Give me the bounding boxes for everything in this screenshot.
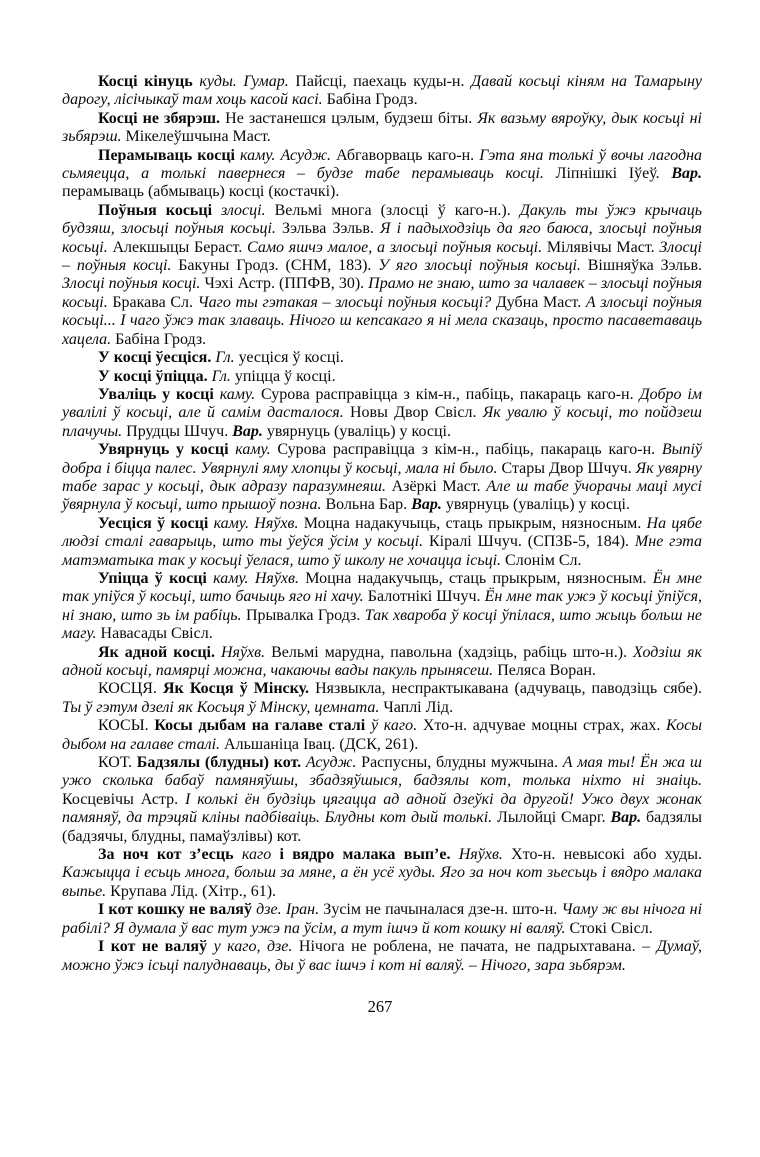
text-run-italic: На цябе людзі сталі гаварыць, што ты ўеўся ўсім у косьці. xyxy=(62,514,702,551)
text-run: Дубна Маст. xyxy=(491,293,586,311)
dictionary-entry xyxy=(62,644,702,681)
text-run-italic: Косы дыбом на галаве сталі. xyxy=(62,717,702,753)
text-run: Хто-н. невысокі або худы. xyxy=(502,846,703,864)
text-run-italic: Чаго ты гэтакая – злосьці поўныя косьці? xyxy=(197,293,492,311)
entry-headword: Увярнуць у косці xyxy=(98,441,229,459)
text-run: Стокі Свісл. xyxy=(565,919,653,937)
text-run-italic: Дакуль ты ўжэ крычаць будзяш, злосьці поўныя косьці. xyxy=(62,201,702,238)
dictionary-entry xyxy=(62,717,702,754)
text-run: Вішняўка Зэльв. xyxy=(580,257,703,275)
dictionary-entry xyxy=(62,147,702,202)
text-run: Пеляса Воран. xyxy=(493,662,596,679)
text-run-italic: Добро ім увалілі ў косьці, але й самім дасталося. xyxy=(62,385,703,422)
entry-headword: Як адной косці. xyxy=(98,643,215,661)
text-run-italic: Няўхв. xyxy=(450,846,503,864)
text-run-italic: куды. Гумар. xyxy=(192,73,289,90)
text-run: Хто-н. адчувае моцны страх, жах. xyxy=(417,717,667,735)
text-run: Распусны, блудны мужчына. xyxy=(356,754,563,772)
text-run-italic: Так хвароба ў косці ўпілася, што жыць больш не магу. xyxy=(62,606,702,643)
text-run: Азёркі Маст. xyxy=(386,477,487,495)
text-run-italic: Чаму ж вы нічога ні рабілі? Я думала ў вас тут ужэ па ўсім, а тут ішчэ й кот кошку ні валяў. xyxy=(62,901,703,937)
text-run-italic: ў каго. xyxy=(365,717,418,735)
page-number: 267 xyxy=(367,997,393,1016)
entry-headword: Косы дыбам на галаве сталі xyxy=(154,717,366,735)
text-run: Бракава Сл. xyxy=(107,293,198,311)
text-run: бадзялы (бадзячы, блудны, памаўзлівы) кот. xyxy=(62,809,703,845)
text-run-italic: Гл. xyxy=(207,367,231,385)
dictionary-entry xyxy=(62,441,702,515)
text-run-italic: Прамо не знаю, што за чалавек – злосьці поўныя косьці. xyxy=(62,275,703,311)
dictionary-entry xyxy=(62,349,702,367)
text-run-italic: Асудж. xyxy=(301,754,357,772)
variant-label: Вар. xyxy=(411,496,442,514)
text-run-italic: Ты ў гэтум дзелі як Косьця ў Мінску, цемната. xyxy=(62,698,380,716)
text-run: Мілявічы Маст. xyxy=(542,238,660,256)
text-run: Нязвыкла, неспрактыкавана (адчуваць, паводзіць сябе). xyxy=(309,680,703,698)
dictionary-entry xyxy=(62,368,702,386)
text-run-italic: Само яшчэ малое, а злосьці поўныя косьці. xyxy=(247,238,543,256)
text-run: Кіралі Шчуч. (СПЗБ-5, 184). xyxy=(423,533,635,551)
text-run-italic: каму. Няўхв. xyxy=(206,569,299,587)
variant-label: Вар. xyxy=(671,165,703,183)
entry-headword: Поўныя косьці xyxy=(98,201,213,219)
text-run-italic: Як увярну табе зарас у косьці, дык адразу паразумнеяш. xyxy=(62,459,703,495)
text-run: упіцца ў косці. xyxy=(230,367,336,385)
text-run-italic: Ён мне так ужэ ў косьці ўпіўся, ні знаю, што зь ім рабіць. xyxy=(62,588,702,624)
entry-headword: Як Косця ў Мінску. xyxy=(163,680,310,698)
text-run: Вельмі многа (злосці ў каго-н.). xyxy=(265,201,520,219)
entry-headword: Уесціся ў косці xyxy=(98,514,209,532)
text-run: Стары Двор Шчуч. xyxy=(497,459,636,477)
text-run: Ліпнішкі Іўеў. xyxy=(543,165,672,183)
text-run-italic: каму. xyxy=(228,441,271,459)
text-run: КОТ. xyxy=(98,754,137,772)
text-run: Нічога не роблена, не пачата, не падрыхтавана. – xyxy=(292,938,657,956)
text-run-italic: Кажыцца і есьць многа, больш за мяне, а ён усё худы. Яго за ноч кот зьесьць і вядро малака выпье. xyxy=(62,864,702,900)
text-run-italic: каго xyxy=(233,846,272,864)
text-run-italic: Я і падыходзіць да яго баюса, злосьці поўныя косьці. xyxy=(62,220,702,256)
text-run: Не застанешся цэлым, будзеш біты. xyxy=(220,109,478,127)
text-run: Балотнікі Шчуч. xyxy=(363,588,485,606)
text-run: Бабіна Гродз. xyxy=(111,330,207,348)
text-run-italic: І колькі ён будзіць цягацца ад адной дзеўкі да другой! Ужо двух жонак памяняў, да трэцяй кліны падбіваіць. Блудны кот дый толькі. xyxy=(62,790,702,827)
text-run-italic: каму. Асудж. xyxy=(234,146,332,164)
text-run-italic: дзе. Іран. xyxy=(251,901,320,919)
text-run: Чэхі Астр. (ППФВ, 30). xyxy=(200,275,369,293)
text-run-italic: Давай косьці кіням на Тамарыну дарогу, лісічыкаў там хоць касой касі. xyxy=(62,73,702,109)
text-run: Крупава Лід. (Хітр., 61). xyxy=(106,882,277,900)
entry-headword: Перамываць косці xyxy=(98,146,235,164)
text-run: Бабіна Гродз. xyxy=(322,91,418,109)
dictionary-entry xyxy=(62,515,702,570)
dictionary-entry xyxy=(62,202,702,349)
text-run-italic: Злосці поўныя косці. xyxy=(62,275,201,293)
text-run: Моцна надакучыць, стаць прыкрым, нязносным. xyxy=(298,514,647,532)
dictionary-entry xyxy=(62,386,702,441)
text-run-italic: Ходзіш як адной косьці, памярці можна, чакаючы вады пакуль прынясеш. xyxy=(62,643,703,679)
text-run: Моцна надакучыць, стаць прыкрым, нязносным. xyxy=(298,569,653,587)
entry-headword: І кот не валяў xyxy=(98,938,208,956)
text-run: уесціся ў косці. xyxy=(234,349,344,367)
text-run: Навасады Свісл. xyxy=(96,625,213,643)
text-run-italic: каму. xyxy=(213,385,256,403)
text-run-italic: Як увалю ў косьці, то пойдзеш плачучы. xyxy=(62,404,702,440)
entry-headword: Упіцца ў косці xyxy=(98,569,207,587)
text-run: Сурова расправіцца з кім-н., пабіць, пакараць каго-н. xyxy=(255,385,640,403)
entry-headword: У косці ўесціся. xyxy=(98,349,212,367)
text-run: Прудцы Шчуч. xyxy=(122,422,233,440)
text-run: увярнуць (уваліць) у косці. xyxy=(262,422,451,440)
text-run: Слонім Сл. xyxy=(501,551,582,569)
text-run-italic: каму. Няўхв. xyxy=(208,514,299,532)
text-run-italic: Думаў, можно ўжэ ісьці палуднаваць, ды ў вас ішчэ і кот ні валяў. – Нічого, зара зьбярэм. xyxy=(62,938,702,974)
dictionary-entry xyxy=(62,754,702,846)
text-run: Пайсці, паехаць куды-н. xyxy=(288,73,472,90)
dictionary-entry xyxy=(62,110,702,147)
entry-headword: І кот кошку не валяў xyxy=(98,901,252,919)
text-run: Зэльва Зэльв. xyxy=(275,220,381,238)
text-run: Вельмі марудна, павольна (хадзіць, рабіць што-н.). xyxy=(265,643,634,661)
text-run: Новы Двор Свісл. xyxy=(343,404,483,422)
text-run: КОСЦЯ. xyxy=(98,680,163,698)
text-run-italic: Гл. xyxy=(211,349,235,367)
entry-headword: За ноч кот з’есць xyxy=(98,846,234,864)
dictionary-entry xyxy=(62,73,702,110)
entry-headword: Косці кінуць xyxy=(98,73,193,90)
text-run-italic: А мая ты! Ён жа ш ужо сколька бабаў памяняўшы, збадзяўшыся, бадзялы кот, толька ніхто ні знаіць. xyxy=(62,754,702,790)
text-run-italic: Мне гэта матэматыка так у косьці ўелася, што ў школу не хочацца ісьці. xyxy=(62,533,703,569)
text-run: Лылойці Смарг. xyxy=(492,809,611,827)
text-run: Альшаніца Івац. (ДСК, 261). xyxy=(220,735,419,753)
text-run-italic: у каго, дзе. xyxy=(207,938,293,956)
text-run-italic: У яго злосьці поўныя косьці. xyxy=(378,257,581,275)
entry-headword: Косці не збярэш. xyxy=(98,109,221,127)
dictionary-entry xyxy=(62,901,702,938)
text-run: Косцевічы Астр. xyxy=(62,790,186,808)
variant-label: Вар. xyxy=(610,809,642,827)
variant-label: Вар. xyxy=(232,422,263,440)
text-run: Вольна Бар. xyxy=(321,496,412,514)
dictionary-entry xyxy=(62,846,702,901)
entry-headword: і вядро малака вып’е. xyxy=(271,846,451,864)
text-run: Алекшыцы Бераст. xyxy=(107,238,248,256)
text-run-italic: Ён мне так упіўся ў косьці, што бачыць яго ні хачу. xyxy=(62,569,703,606)
text-run-italic: Злосці – поўныя косці. xyxy=(62,238,702,275)
text-run: Сурова расправіцца з кім-н., пабіць, пакараць каго-н. xyxy=(270,441,662,459)
text-run-italic: Выпіў добра і біцца палес. Увярнулі яму хлопцы ў косьці, мала ні было. xyxy=(62,441,703,477)
entry-headword: У косці ўпіцца. xyxy=(98,367,208,385)
dictionary-entry xyxy=(62,938,702,975)
text-run-italic: Гэта яна толькі ў вочы лагодна сьмяецца, а толькі павернеся – будзе табе перамываць косці. xyxy=(62,146,703,183)
text-run-italic: Як вазьму вяроўку, дык косьці ні зьбярэш. xyxy=(62,109,702,146)
text-run: Бакуны Гродз. (СНМ, 183). xyxy=(171,257,379,275)
text-run-italic: Няўхв. xyxy=(215,643,266,661)
entry-headword: Бадзялы (блудны) кот. xyxy=(136,754,302,772)
dictionary-text xyxy=(62,73,702,975)
text-run: перамываць (абмываць) косці (костачкі). xyxy=(62,183,340,201)
text-run: Зусім не пачыналася дзе-н. што-н. xyxy=(319,901,562,919)
text-run: КОСЫ. xyxy=(98,717,155,735)
text-run: увярнуць (уваліць) у косці. xyxy=(441,496,630,514)
text-run: Чаплі Лід. xyxy=(379,698,454,716)
text-run-italic: А злосьці поўныя косьці... І чаго ўжэ так злаваць. Нічого ш кепсакаго я ні мела сказаць, просто пасаветаваць хацела. xyxy=(62,293,703,348)
dictionary-entry xyxy=(62,570,702,644)
dictionary-entry xyxy=(62,680,702,717)
text-run: Абгаворваць каго-н. xyxy=(331,146,480,164)
text-run-italic: злосці. xyxy=(212,201,266,219)
text-run: Прывалка Гродз. xyxy=(241,606,365,624)
text-run: Мікелеўшчына Маст. xyxy=(121,128,271,146)
text-run-italic: Але ш табе ўчорачы маці мусі ўвярнула ў косьці, што прышоў позна. xyxy=(62,477,703,514)
entry-headword: Уваліць у косці xyxy=(98,385,214,403)
